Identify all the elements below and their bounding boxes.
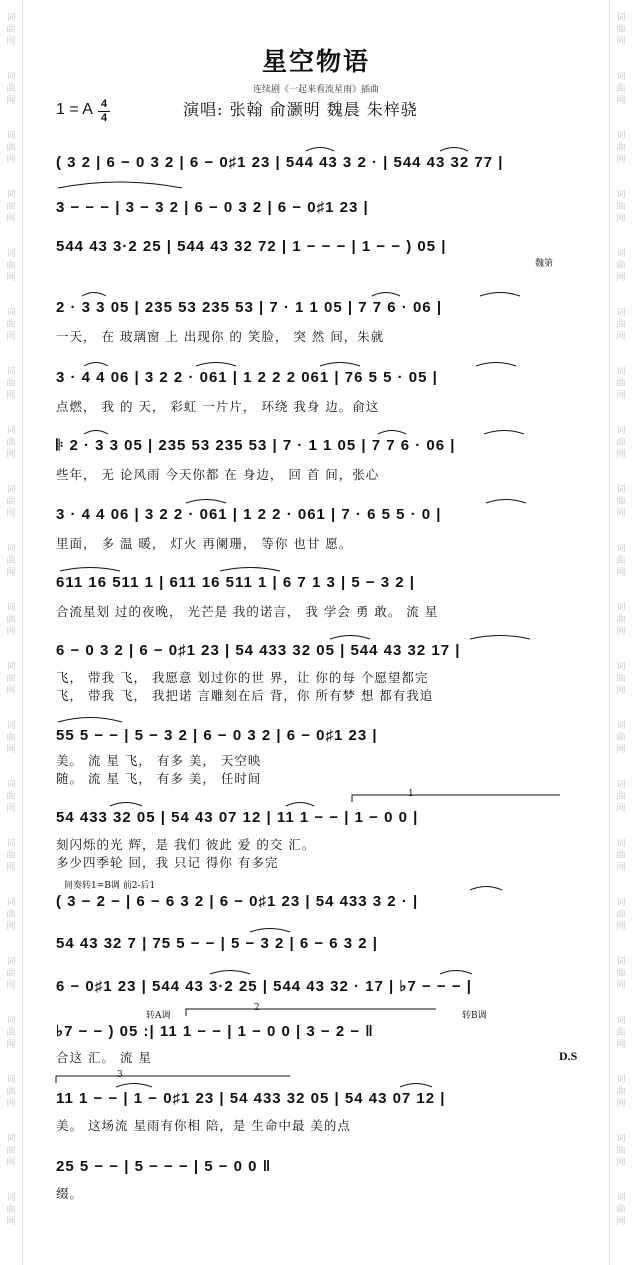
watermark-block (0, 354, 22, 413)
watermark-char: 曲 (616, 437, 626, 448)
score-line-2-notes: 3 − − − | 3 − 3 2 | 6 − 0 3 2 | 6 − 0♯1 23 | (56, 199, 369, 216)
watermark-char: 词 (6, 661, 16, 672)
watermark-char: 曲 (6, 142, 16, 153)
watermark-char: 曲 (6, 201, 16, 212)
watermark-char: 网 (616, 744, 626, 755)
watermark-char: 曲 (616, 1145, 626, 1156)
slur (84, 431, 108, 435)
slur (82, 293, 106, 297)
watermark-char: 曲 (6, 319, 16, 330)
slur (58, 182, 182, 188)
watermark-char: 网 (616, 154, 626, 165)
watermark-char: 词 (6, 779, 16, 790)
watermark-block (610, 1062, 632, 1121)
slur (58, 718, 122, 723)
watermark-char: 词 (6, 720, 16, 731)
watermark-char: 网 (616, 862, 626, 873)
watermark-block (0, 767, 22, 826)
key-signature: 1 = A (56, 101, 93, 118)
watermark-char: 网 (616, 508, 626, 519)
score-line-3-lyric-marker: 魏第 (535, 259, 554, 269)
watermark-char: 曲 (616, 850, 626, 861)
slur (470, 636, 530, 640)
watermark-char: 词 (616, 779, 626, 790)
score-line-9-lyrics-2: 飞， 带我 飞， 我把诺 言雕刻在后 背，你 所有梦 想 都有我追 (56, 688, 434, 703)
slur (116, 1084, 152, 1088)
watermark-char: 曲 (6, 1086, 16, 1097)
watermark-block (0, 1062, 22, 1121)
slur (286, 803, 314, 807)
score-line-15-lyrics: 合这 汇。 流 星 (56, 1050, 152, 1065)
score-line-11-lyrics-2: 多少四季轮 回，我 只记 得你 有多完 (56, 855, 279, 870)
watermark-char: 曲 (616, 1027, 626, 1038)
watermark-char: 词 (6, 71, 16, 82)
song-title: 星空物语 (261, 47, 370, 76)
watermark-char: 曲 (616, 968, 626, 979)
watermark-block (610, 531, 632, 590)
watermark-char: 网 (6, 685, 16, 696)
score-line-16-notes: 11 1 − − | 1 − 0♯1 23 | 54 433 32 05 | 54 43 07 12 | (56, 1090, 446, 1107)
watermark-char: 曲 (6, 83, 16, 94)
watermark-block (610, 236, 632, 295)
watermark-block (0, 1180, 22, 1239)
watermark-char: 词 (6, 189, 16, 200)
watermark-block (0, 413, 22, 472)
time-signature-bottom: 4 (100, 112, 108, 124)
watermark-block (0, 1121, 22, 1180)
watermark-char: 词 (6, 1015, 16, 1026)
watermark-block (0, 590, 22, 649)
slur (330, 636, 370, 640)
watermark-char: 词 (616, 71, 626, 82)
watermark-char: 网 (6, 331, 16, 342)
score-line-9-notes: 6 − 0 3 2 | 6 − 0♯1 23 | 54 433 32 05 | 544 43 32 17 | (56, 642, 461, 659)
watermark-block (610, 944, 632, 1003)
watermark-char: 词 (616, 543, 626, 554)
volta-bracket-1 (352, 795, 560, 802)
watermark-char: 曲 (6, 260, 16, 271)
watermark-char: 网 (6, 744, 16, 755)
watermark-char: 曲 (6, 614, 16, 625)
watermark-char: 曲 (616, 24, 626, 35)
watermark-char: 曲 (616, 673, 626, 684)
song-subtitle: 连续剧《一起来看流星雨》插曲 (252, 85, 379, 95)
slur (486, 500, 526, 504)
watermark-char: 网 (6, 449, 16, 460)
watermark-char: 网 (6, 1039, 16, 1050)
time-signature (98, 99, 110, 124)
watermark-char: 网 (616, 95, 626, 106)
watermark-char: 网 (616, 1039, 626, 1050)
watermark-block (610, 885, 632, 944)
watermark-char: 网 (6, 1157, 16, 1168)
score-line-10-notes: 55 5 − − | 5 − 3 2 | 6 − 0 3 2 | 6 − 0♯1 23 | (56, 727, 378, 744)
volta-bracket-3 (56, 1076, 290, 1083)
watermark-char: 曲 (616, 732, 626, 743)
slur (110, 803, 142, 807)
slur (186, 500, 226, 504)
interlude-annotation: 间奏转1=B调 前2-后1 (64, 881, 156, 891)
watermark-char: 曲 (616, 1086, 626, 1097)
watermark-stack-right (610, 0, 632, 1239)
watermark-char: 曲 (6, 1204, 16, 1215)
watermark-block (0, 708, 22, 767)
watermark-block (0, 649, 22, 708)
watermark-char: 网 (616, 213, 626, 224)
watermark-block (610, 295, 632, 354)
score-line-1-notes: ( 3 2 | 6 − 0 3 2 | 6 − 0♯1 23 | 544 43 3 2 · | 544 43 32 77 | (56, 154, 504, 171)
watermark-char: 网 (6, 95, 16, 106)
watermark-char: 网 (616, 980, 626, 991)
slur (372, 293, 400, 297)
watermark-char: 曲 (616, 142, 626, 153)
watermark-char: 曲 (616, 909, 626, 920)
watermark-char: 曲 (6, 1027, 16, 1038)
watermark-char: 曲 (616, 496, 626, 507)
watermark-stack-left (0, 0, 22, 1239)
watermark-char: 词 (6, 307, 16, 318)
watermark-block (610, 177, 632, 236)
score-line-15-notes: ♭7 − − ) 05 :| 11 1 − − | 1 − 0 0 | 3 − 2 − ‖ (56, 1023, 374, 1040)
watermark-char: 词 (6, 1192, 16, 1203)
watermark-block (610, 472, 632, 531)
watermark-char: 词 (616, 248, 626, 259)
score-line-5-lyrics: 点燃， 我 的 天， 彩虹 一片片， 环绕 我身 边。俞这 (56, 399, 380, 414)
watermark-char: 网 (616, 921, 626, 932)
watermark-char: 词 (6, 602, 16, 613)
watermark-block (0, 177, 22, 236)
watermark-char: 曲 (6, 850, 16, 861)
watermark-char: 词 (6, 248, 16, 259)
watermark-char: 网 (6, 390, 16, 401)
watermark-char: 词 (616, 307, 626, 318)
watermark-block (610, 590, 632, 649)
watermark-char: 曲 (6, 555, 16, 566)
watermark-char: 网 (6, 36, 16, 47)
dal-segno-mark: D.S (559, 1049, 578, 1063)
watermark-char: 词 (6, 425, 16, 436)
watermark-char: 词 (6, 130, 16, 141)
watermark-block (0, 1003, 22, 1062)
score-line-10-lyrics-2: 随。 流 星 飞， 有多 美， 任时间 (56, 771, 262, 786)
watermark-char: 网 (616, 1216, 626, 1227)
volta-3-label: 3 (117, 1070, 123, 1080)
watermark-char: 网 (616, 1157, 626, 1168)
score-line-16-lyrics: 美。 这场流 星雨有你相 陪，是 生命中最 美的点 (56, 1118, 351, 1133)
watermark-char: 曲 (6, 1145, 16, 1156)
slur (320, 363, 360, 367)
slur (210, 971, 250, 975)
watermark-char: 词 (616, 425, 626, 436)
watermark-char: 词 (6, 1074, 16, 1085)
watermark-char: 词 (6, 366, 16, 377)
volta-1-label: 1 (408, 789, 414, 799)
watermark-char: 网 (6, 154, 16, 165)
singers-line: 演唱: 张翰 俞灏明 魏晨 朱梓骁 (183, 100, 418, 119)
watermark-char: 曲 (616, 260, 626, 271)
slur (196, 363, 236, 367)
watermark-block (0, 531, 22, 590)
score-line-7-notes: 3 · 4 4 06 | 3 2 2 · 061 | 1 2 2 · 061 | 7 · 6 5 5 · 0 | (56, 506, 442, 523)
watermark-char: 网 (6, 272, 16, 283)
watermark-char: 曲 (616, 614, 626, 625)
watermark-char: 网 (6, 1098, 16, 1109)
watermark-char: 词 (616, 1015, 626, 1026)
watermark-char: 词 (616, 1074, 626, 1085)
key-change-a-label: 转A调 (146, 1011, 171, 1021)
slur (306, 148, 334, 152)
watermark-char: 词 (6, 838, 16, 849)
watermark-char: 曲 (616, 1204, 626, 1215)
watermark-char: 曲 (616, 319, 626, 330)
watermark-char: 词 (616, 12, 626, 23)
watermark-char: 曲 (616, 201, 626, 212)
watermark-block (610, 1003, 632, 1062)
watermark-block (0, 472, 22, 531)
watermark-char: 网 (616, 803, 626, 814)
score-line-17-lyrics: 缀。 (56, 1186, 84, 1201)
watermark-block (610, 1121, 632, 1180)
watermark-char: 词 (6, 897, 16, 908)
watermark-column-right (609, 0, 632, 1265)
score-line-8-lyrics: 合流星划 过的夜晚， 光芒是 我的诺言， 我 学会 勇 敢。 流 星 (56, 604, 439, 619)
watermark-char: 词 (616, 897, 626, 908)
watermark-char: 网 (6, 1216, 16, 1227)
watermark-char: 网 (616, 331, 626, 342)
watermark-char: 网 (616, 626, 626, 637)
score-line-6-lyrics: 些年， 无 论风雨 今天你都 在 身边， 回 首 间，张心 (56, 467, 380, 482)
watermark-char: 曲 (616, 378, 626, 389)
watermark-char: 曲 (6, 496, 16, 507)
watermark-block (610, 118, 632, 177)
watermark-char: 网 (6, 803, 16, 814)
watermark-char: 词 (616, 1133, 626, 1144)
watermark-char: 曲 (6, 437, 16, 448)
key-change-b-label: 转B调 (462, 1011, 487, 1021)
watermark-char: 网 (6, 213, 16, 224)
watermark-char: 曲 (6, 24, 16, 35)
watermark-char: 曲 (6, 791, 16, 802)
score-line-17-notes: 25 5 − − | 5 − − − | 5 − 0 0 ‖ (56, 1158, 272, 1175)
score-line-12-notes: ( 3 − 2 − | 6 − 6 3 2 | 6 − 0♯1 23 | 54 433 3 2 · | (56, 893, 419, 910)
watermark-char: 曲 (616, 555, 626, 566)
slur (470, 887, 502, 891)
score-line-7-lyrics: 里面， 多 温 暖， 灯火 再阑珊， 等你 也甘 愿。 (56, 536, 353, 551)
volta-2-label: 2 (254, 1003, 260, 1013)
watermark-char: 网 (616, 449, 626, 460)
slur (220, 568, 280, 572)
watermark-char: 网 (6, 921, 16, 932)
score-line-10-lyrics-1: 美。 流 星 飞， 有多 美， 天空映 (56, 753, 262, 768)
watermark-char: 曲 (6, 378, 16, 389)
score-line-11-notes: 54 433 32 05 | 54 43 07 12 | 11 1 − − | 1 − 0 0 | (56, 809, 419, 826)
watermark-block (0, 295, 22, 354)
watermark-char: 曲 (616, 791, 626, 802)
watermark-char: 曲 (6, 968, 16, 979)
slur (440, 971, 472, 975)
score-line-13-notes: 54 43 32 7 | 75 5 − − | 5 − 3 2 | 6 − 6 3 2 | (56, 935, 378, 952)
watermark-block (610, 708, 632, 767)
slur (400, 1084, 432, 1088)
slur (84, 363, 108, 367)
watermark-char: 词 (616, 130, 626, 141)
watermark-char: 网 (6, 980, 16, 991)
watermark-char: 词 (6, 543, 16, 554)
watermark-char: 曲 (6, 732, 16, 743)
slur (60, 568, 120, 572)
slur (378, 431, 406, 435)
score-line-6-notes: 𝄆 2 · 3 3 05 | 235 53 235 53 | 7 · 1 1 05 | 7 7 6 · 06 | (56, 437, 456, 454)
watermark-block (0, 885, 22, 944)
slur (484, 431, 524, 435)
watermark-char: 网 (616, 685, 626, 696)
watermark-char: 曲 (6, 909, 16, 920)
watermark-char: 词 (6, 12, 16, 23)
slur (480, 293, 520, 297)
score-line-11-lyrics-1: 刻闪烁的光 辉，是 我们 彼此 爱 的交 汇。 (56, 837, 316, 852)
watermark-char: 网 (616, 272, 626, 283)
watermark-block (610, 1180, 632, 1239)
watermark-char: 网 (6, 626, 16, 637)
score-line-9-lyrics-1: 飞， 带我 飞， 我愿意 划过你的世 界，让 你的每 个愿望都完 (56, 670, 429, 685)
slur (476, 363, 516, 367)
watermark-char: 词 (6, 956, 16, 967)
score-line-4-lyrics: 一天， 在 玻璃窗 上 出现你 的 笑脸， 突 然 间，朱就 (56, 329, 385, 344)
watermark-char: 网 (6, 862, 16, 873)
watermark-char: 词 (616, 956, 626, 967)
score-line-5-notes: 3 · 4 4 06 | 3 2 2 · 061 | 1 2 2 2 061 | 76 5 5 · 05 | (56, 369, 438, 386)
slur (250, 929, 290, 933)
watermark-char: 网 (616, 390, 626, 401)
watermark-block (610, 767, 632, 826)
watermark-char: 词 (616, 1192, 626, 1203)
volta-bracket-2 (186, 1009, 436, 1016)
watermark-block (0, 826, 22, 885)
watermark-char: 曲 (616, 83, 626, 94)
watermark-char: 词 (616, 661, 626, 672)
watermark-char: 网 (6, 567, 16, 578)
watermark-block (0, 236, 22, 295)
watermark-block (610, 649, 632, 708)
watermark-char: 网 (616, 36, 626, 47)
score-line-14-notes: 6 − 0♯1 23 | 544 43 3·2 25 | 544 43 32 · 17 | ♭7 − − − | (56, 978, 472, 995)
watermark-char: 网 (616, 567, 626, 578)
watermark-char: 词 (616, 189, 626, 200)
watermark-char: 词 (6, 1133, 16, 1144)
watermark-char: 词 (616, 838, 626, 849)
score-line-3-notes: 544 43 3·2 25 | 544 43 32 72 | 1 − − − | 1 − − ) 05 | (56, 238, 447, 255)
watermark-column-left (0, 0, 23, 1265)
watermark-char: 网 (6, 508, 16, 519)
watermark-char: 网 (616, 1098, 626, 1109)
time-signature-top: 4 (100, 98, 108, 110)
watermark-block (610, 826, 632, 885)
slur (440, 148, 468, 152)
watermark-char: 词 (616, 720, 626, 731)
watermark-char: 词 (616, 366, 626, 377)
watermark-block (610, 413, 632, 472)
watermark-block (610, 354, 632, 413)
watermark-block (0, 944, 22, 1003)
watermark-char: 词 (616, 602, 626, 613)
watermark-block (0, 118, 22, 177)
watermark-char: 词 (6, 484, 16, 495)
watermark-char: 曲 (6, 673, 16, 684)
score-line-4-notes: 2 · 3 3 05 | 235 53 235 53 | 7 · 1 1 05 | 7 7 6 · 06 | (56, 299, 443, 316)
watermark-char: 词 (616, 484, 626, 495)
score-line-8-notes: 611 16 511 1 | 611 16 511 1 | 6 7 1 3 | 5 − 3 2 | (56, 574, 415, 591)
